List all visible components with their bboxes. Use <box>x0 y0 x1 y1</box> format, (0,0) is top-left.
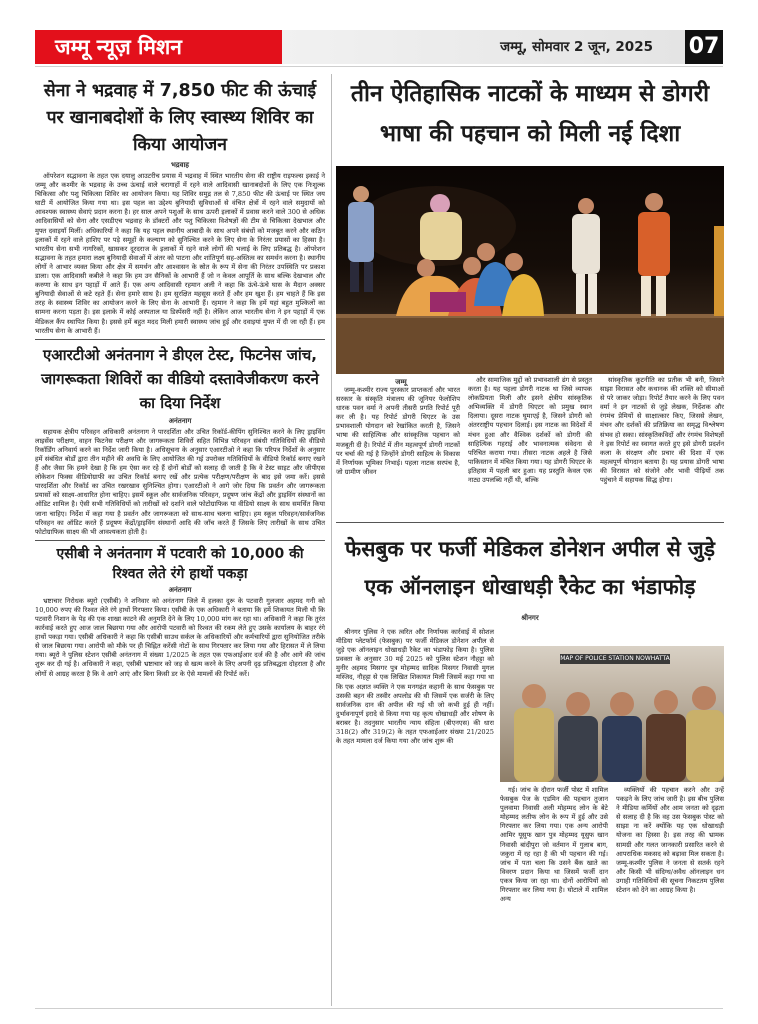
story-headline: सेना ने भद्रवाह में 7,850 फीट की ऊंचाई पर खानाबदोशों के लिए स्वास्थ्य शिविर का किया आयोजन <box>43 81 317 155</box>
police-photo <box>500 646 724 782</box>
story-dateline: भद्रवाह <box>170 161 190 169</box>
masthead <box>35 30 723 66</box>
date-line: जम्मू, सोमवार 2 जून, 2025 <box>500 39 653 55</box>
artoanantnag-story <box>35 343 325 537</box>
story-body: ऑपरेशन सद्भावना के तहत एक दयालु आउटरीच प्रयास में भद्रवाह में स्थित भारतीय सेना की राष्ट्रीय राइफल्स इकाई ने जम्मू और कश्मीर के भद्रवाह के उच्च ऊंचाई वाले चरागाहों में रहने वाले आदिवासी खानाबदोशों के लिए एक निःशुल्क चिकित्सा और पशु चिकित्सा शिविर का आयोजन किया। यह शिविर समुद्र तल से 7,850 फीट की ऊंचाई पर स्थित जय घाटी में आयोजित किया गया था। इस पहल का उद्देश्य बुनियादी सुविधाओं से वंचित क्षेत्रों में रहने वाले समुदायों को आवश्यक स्वास्थ्य सेवाएं प्रदान करना है। हर साल अपने पशुओं के साथ ऊपरी इलाकों में प्रवास करने वाले 300 से अधिक आदिवासियों को सेना और एसडीएच भद्रवाह के डॉक्टरों और पशु चिकित्सा विशेषज्ञों की टीम से चिकित्सा देखभाल और मुफ्त दवाइयाँ मिलीं। अधिकारियों ने कहा कि यह पहल स्थानीय आबादी के साथ अपने संबंधों को मजबूत करने और कठिन इलाकों में रहने वाले हाशिए पर पड़े समूहों के कल्याण को सुनिश्चित करने के लिए सेना के निरंतर प्रयासों का हिस्सा है। भारतीय सेना सभी नागरिकों, खासकर दूरदराज के इलाकों में रहने वाले लोगों की भलाई के लिए प्रतिबद्ध है। ऑपरेशन सद्भावना के तहत हमारा लक्ष्य बुनियादी सेवाओं में अंतर को पाटना और शांतिपूर्ण सह-अस्तित्व का समर्थन करना है। स्थानीय लोगों ने आभार व्यक्त किया और क्षेत्र में समर्थन और आश्वासन के स्रोत के रूप में सेना की निरंतर उपस्थिति पर प्रकाश डाला। एक आदिवासी कबीले ने कहा कि हम उन सैनिकों के आभारी हैं जो न केवल आपूर्ति के साथ बल्कि देखभाल और करुणा के साथ इन पहाड़ों में आते हैं। एक अन्य आदिवासी रहमान अली ने कहा कि ऊंचे-ऊंचे घास के मैदान अक्सर बुनियादी सेवाओं से कटे रहते हैं। सेना हमारे साथ है। हम सुरक्षित महसूस करते हैं और हम खुश हैं। हम चाहते हैं कि इस तरह के स्वास्थ्य शिविर का आयोजन करने के लिए सेना के आभारी हैं। रहमान ने कहा कि हमें यहां बहुत मुश्किलों का सामना करना पड़ता है। इस इलाके में कोई अस्पताल या डिस्पेंसरी नहीं है। लेकिन आज भारतीय सेना ने इन पहाड़ों में एक मेडिकल कैंप स्थापित किया है। इससे हमें बहुत मदद मिली हमारी स्वास्थ्य जांच हुई और दवाइयां मुफ्त में दी जा रही हैं। हम भारतीय सेना के आभारी हैं। <box>35 172 325 335</box>
dogri-text-col1: जम्मू-कश्मीर राज्य पुरस्कार प्राप्तकर्ता और भारत सरकार के संस्कृति मंत्रालय की जूनियर फेलोशिप धारक पवन वर्मा ने अपनी तीसरी प्रगति रिपोर्ट पूरी कर ली है। यह रिपोर्ट डोगरी थिएटर के उस प्रभावशाली योगदान को रेखांकित करती है, जिसने भाषा की साहित्यिक और सांस्कृतिक पहचान को मजबूती दी है। रिपोर्ट में तीन महत्वपूर्ण डोगरी नाटकों पर चर्चा की गई है जिन्होंने डोगरी साहित्य के विकास में निर्णायक भूमिका निभाई। पहला नाटक सरपंच है, जो ग्रामीण जीवन <box>336 386 460 476</box>
right-column <box>336 74 724 1006</box>
dogri-text-col2: और सामाजिक मुद्दों को प्रभावशाली ढंग से प्रस्तुत करता है। यह पहला डोगरी नाटक था जिसे व्यापक लोकप्रियता मिली और इसने क्षेत्रीय सांस्कृतिक अभिव्यक्ति में डोगरी थिएटर को प्रमुख स्थान दिलाया। दूसरा नाटक घुमाएई है, जिसने डोगरी को अंतरराष्ट्रीय पहचान दिलाई। इस नाटक का विदेशों में मंचन हुआ और वैश्विक दर्शकों को डोगरी की साहित्यिक गहराई और भावनात्मक संवेदना से परिचित कराया गया। तीसरा नाटक अहले है जिसे पाकिस्तान में मंचित किया गया। यह डोगरी थिएटर के इतिहास में पहली बार हुआ। यह प्रस्तुति केवल एक नाट्य उपलब्धि नहीं थी, बल्कि <box>468 376 592 485</box>
paper-name: जम्मू न्यूज़ मिशन <box>35 30 282 64</box>
dogri-dateline: जम्मू <box>395 378 407 386</box>
story-body: सहायक क्षेत्रीय परिवहन अधिकारी अनंतनाग ने पारदर्शिता और उचित रिकॉर्ड-कीपिंग सुनिश्चित करने के लिए ड्राइविंग लाइसेंस परीक्षण, वाहन फिटनेस परीक्षण और जागरूकता शिविरों सहित विभिन्न परिवहन संबंधी गतिविधियों की वीडियो रिकॉर्डिंग अनिवार्य करने का निर्देश जारी किया है। अधिसूचना के अनुसार एआरटीओ ने कहा कि परिपत्र निर्देशों के अनुसार हमें संबंधित बोर्डों द्वारा तीन महीने की अवधि के लिए आयोजित की गई उपरोक्त गतिविधियों के वीडियो रिकॉर्ड बनाए रखने हैं और जैसा कि हमने देखा है कि हम ऐसा कर रहे हैं दोनों बोर्डों को सलाह दी जाती है कि वे टेस्ट साइट और जीपीएस लोकेशन फिक्स वीडियोग्राफी का उचित रिकॉर्ड बनाए रखें और प्रत्येक परीक्षण/परीक्षण के बाद इसे जमा करें। इससे पारदर्शिता और रिकॉर्ड का उचित रखरखाव सुनिश्चित होगा। एआरटीओ ने आगे जोर दिया कि प्रवर्तन और जागरूकता प्रयासों को साक्ष्य-आधारित होना चाहिए। इसमें स्कूल और सार्वजनिक परिवहन, प्रदूषण जांच केंद्रों और ड्राइविंग संस्थानों का ऑडिट शामिल है। ऐसी सभी गतिविधियों को तारीखों को दर्शाने वाले फोटोग्राफिक या वीडियो साक्ष्य के साथ समर्थित किया जाना चाहिए। निर्देश में कहा गया है प्रवर्तन और जागरूकता को साथ-साथ चलना चाहिए। हम स्कूल परिवहन/सार्वजनिक परिवहन का ऑडिट करते हैं प्रदूषण केंद्रों/ड्राइविंग संस्थानों आदि की जाँच करते हैं जिसके लिए तारीखों के साथ उचित फोटोग्राफिक साक्ष्य की भी आवश्यकता होती है। <box>35 427 325 536</box>
dogri-text-col3: सांस्कृतिक कूटनीति का प्रतीक भी बनी, जिसने साझा विरासत और कथानक की शक्ति को सीमाओं से परे जाकर जोड़ा। रिपोर्ट तैयार करने के लिए पवन वर्मा ने इन नाटकों से जुड़े लेखक, निर्देशक और रंगमंच प्रेमियों से साक्षात्कार किए, जिससे लेखन, मंचन और दर्शकों की प्रतिक्रिया का समृद्ध विश्लेषण संभव हो सका। सांस्कृतिकविदों और रंगमंच विशेषज्ञों ने इस रिपोर्ट का स्वागत करते हुए इसे डोगरी प्रदर्शन कला के संरक्षण और प्रचार की दिशा में एक महत्वपूर्ण योगदान बताया है। यह प्रयास डोगरी भाषा की विरासत को संजोने और भावी पीढ़ियों तक पहुंचाने में सहायक सिद्ध होगा। <box>600 376 724 485</box>
fraud-text-col1: श्रीनगर पुलिस ने एक त्वरित और निर्णायक कार्रवाई में सोशल मीडिया प्लेटफॉर्म (फेसबुक) पर फर्जी मेडिकल डोनेशन अपील से जुड़े एक ऑनलाइन धोखाधड़ी रैकेट का भंडाफोड़ किया है। पुलिस प्रवक्ता के अनुसार 30 मई 2025 को पुलिस स्टेशन नौहट्टा को मुनीर अहमद मिसगर पुत्र मोहम्मद सादिक मिसगर निवासी मुगल मस्जिद, नौहट्टा से एक लिखित शिकायत मिली जिसमें कहा गया था कि एक अज्ञात व्यक्ति ने एक मनगढ़ंत कहानी के साथ फेसबुक पर उसकी बहन की तस्वीर अपलोड की थी जिसमें एक सर्जरी के लिए सार्वजनिक दान की अपील की गई थी जो कभी हुई ही नहीं। दुर्भावनापूर्ण इरादे से किया गया यह कृत्य धोखाधड़ी और शोषण के बराबर है। तदनुसार भारतीय न्याय संहिता (बीएनएस) की धारा 318(2) और 319(2) के तहत एफआईआर संख्या 21/2025 के तहत मामला दर्ज किया गया और जांच शुरू की <box>336 628 494 746</box>
story-body: भ्रष्टाचार निरोधक ब्यूरो (एसीबी) ने शनिवार को अनंतनाग जिले में हलका दुरू के पटवारी गुलजार अहमद गनी को 10,000 रुपए की रिश्वत लेते रंगे हाथों गिरफ्तार किया। एसीबी के एक अधिकारी ने बताया कि हमें शिकायत मिली थी कि पटवारी निशान के पेड़ की एक शाखा काटने की अनुमति देने के लिए 10,000 मांग कर रहा था। अधिकारी ने कहा कि तुरंत कार्रवाई करते हुए आज जाल बिछाया गया और आरोपी पटवारी को रिश्वत की रकम लेते हुए उसके कार्यालय के बाहर रंगे हाथों पकड़ा गया। एसीबी अधिकारी ने कहा कि एसीबी साउथ सर्कल के अधिकारियों और कर्मचारियों द्वारा सुनियोजित तरीके से जाल बिछाया गया। आरोपी को मौके पर ही चिह्नित करेंसी नोटों के साथ गिरफ्तार कर लिया गया और हिरासत में ले लिया गया। ब्यूरो ने पुलिस स्टेशन एसीबी अनंतनाग में संख्या 1/2025 के तहत एक एफआईआर दर्ज की है और आगे की जांच शुरू कर दी गई है। अधिकारी ने कहा, एसीबी भ्रष्टाचार को जड़ से खत्म करने के लिए अपनी दृढ़ प्रतिबद्धता दोहराता है और लोगों से आग्रह करता है कि वे आगे आएं और बिना किसी डर के ऐसे मामलों की रिपोर्ट करें। <box>35 596 325 678</box>
stage-performance-image <box>336 166 724 374</box>
fraud-text-col3: व्यक्तियों की पहचान करने और उन्हें पकड़ने के लिए जांच जारी है। इस बीच पुलिस ने मीडिया कर्मियों और आम जनता को दृढ़ता से सलाह दी है कि वह उस फेसबुक पोस्ट को साझा ना करें क्योंकि यह एक धोखाधड़ी योजना का हिस्सा है। इस तरह की भ्रामक सामग्री और गलत जानकारी प्रसारित करने से आपराधिक मकसद को बढ़ावा मिल सकता है। जम्मू-कश्मीर पुलिस ने जनता से सतर्क रहने और किसी भी संदिग्ध/अवैध ऑनलाइन धन उगाही गतिविधियों की सूचना निकटतम पुलिस स्टेशन को देने का आग्रह किया है। <box>616 786 724 895</box>
fraud-text-col2: गई। जांच के दौरान फर्जी पोस्ट में शामिल फेसबुक पेज के एडमिन की पहचान तुजान पुलवामा निवासी अली मोहम्मद लोन के बेटे मोहम्मद लतीफ लोन के रूप में हुई और उसे गिरफ्तार कर लिया गया। एक अन्य आरोपी आमिर यूसुफ खान पुत्र मोहम्मद यूसुफ खान निवासी बांदीपुरा जो वर्तमान में गुलाब बाग, जकुरा में रह रहा है की भी पहचान की गई। जांच में पता चला कि उसने बैंक खाते का विवरण प्रदान किया था जिसमें फर्जी दान एकत्र किया जा रहा था। दोनों आरोपियों को गिरफ्तार कर लिया गया है। घोटाले में शामिल अन्य <box>500 786 608 904</box>
army-health-camp-story <box>35 78 325 336</box>
story-dateline: अनंतनाग <box>168 585 192 594</box>
dogri-col3 <box>600 376 724 485</box>
fraud-dateline: श्रीनगर <box>521 614 539 622</box>
dogri-col1 <box>336 386 460 477</box>
theatre-photo <box>336 166 724 374</box>
acb-patwari-story <box>35 544 325 679</box>
story-headline: एआरटीओ अनंतनाग ने डीएल टेस्ट, फिटनेस जांच, जागरूकता शिविरों का वीडियो दस्तावेजीकरण करने का दिया निर्देश <box>41 345 319 412</box>
photo-banner: MAP OF POLICE STATION NOWHATTA <box>560 655 670 662</box>
left-column <box>35 74 325 1006</box>
column-divider <box>331 74 332 1006</box>
fraud-story-headline: फेसबुक पर फर्जी मेडिकल डोनेशन अपील से जुड़े एक ऑनलाइन धोखाधड़ी रैकेट का भंडाफोड़ <box>345 537 715 599</box>
divider <box>336 522 724 523</box>
dogri-col2 <box>468 376 592 485</box>
story-dateline: अनंतनाग <box>168 416 192 425</box>
divider <box>35 339 325 340</box>
dogri-story-headline: तीन ऐतिहासिक नाटकों के माध्यम से डोगरी भाषा की पहचान को मिली नई दिशा <box>350 81 710 147</box>
story-headline: एसीबी ने अनंतनाग में पटवारी को 10,000 की रिश्वत लेते रंगे हाथों पकड़ा <box>56 545 304 582</box>
fraud-col1 <box>336 628 494 746</box>
page-number: 07 <box>685 30 723 64</box>
top-rule <box>35 66 723 67</box>
divider <box>35 540 325 541</box>
fraud-col2 <box>500 786 608 904</box>
police-arrest-image <box>500 646 724 782</box>
bottom-rule <box>35 1008 723 1009</box>
fraud-col3 <box>616 786 724 895</box>
